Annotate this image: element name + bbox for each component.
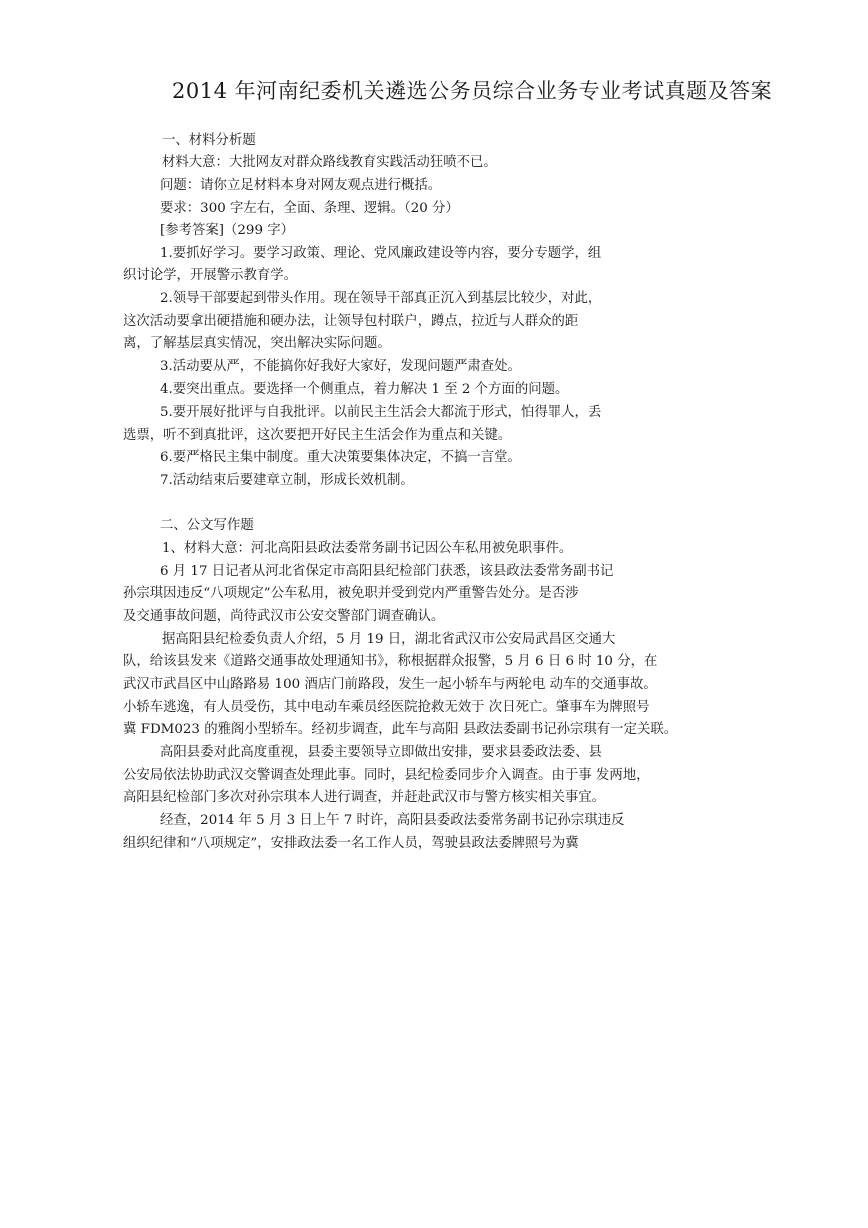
answer-point-1-cont: 织讨论学，开展警示教育学。 [123, 268, 298, 283]
material-paragraph-cont: 冀 FDM023 的雅阁小型轿车。经初步调查，此车与高阳 县政法委副书记孙宗琪有一定关联。 [123, 722, 678, 737]
answer-point-4: 4.要突出重点。要选择一个侧重点，着力解决 1 至 2 个方面的问题。 [160, 382, 569, 397]
answer-point-2: 2.领导干部要起到带头作用。现在领导干部真正沉入到基层比较少，对此， [160, 291, 602, 306]
answer-point-5-cont: 选票，听不到真批评，这次要把开好民主生活会作为重点和关键。 [123, 428, 512, 443]
question-text: 问题：请你立足材料本身对网友观点进行概括。 [160, 178, 442, 193]
material-paragraph-cont: 孙宗琪因违反“八项规定”公车私用，被免职并受到党内严重警告处分。是否涉 [123, 586, 579, 601]
material-paragraph-cont: 武汉市武昌区中山路路易 100 酒店门前路段，发生一起小轿车与两轮电 动车的交通事故。 [123, 677, 657, 692]
answer-point-2-cont: 离，了解基层真实情况，突出解决实际问题。 [123, 336, 391, 351]
material-paragraph-cont: 及交通事故问题，尚待武汉市公安交警部门调查确认。 [123, 609, 445, 624]
material-paragraph: 高阳县委对此高度重视，县委主要领导立即做出安排，要求县委政法委、县 [160, 745, 602, 760]
section-heading-2: 二、公文写作题 [160, 518, 254, 533]
material-summary-2: 1、材料大意：河北高阳县政法委常务副书记因公车私用被免职事件。 [162, 541, 573, 556]
reference-answer-label: [参考答案]（299 字） [160, 223, 294, 238]
material-paragraph-cont: 组织纪律和“八项规定”，安排政法委一名工作人员，驾驶县政法委牌照号为冀 [123, 836, 579, 851]
material-summary-1: 材料大意：大批网友对群众路线教育实践活动狂喷不已。 [162, 155, 497, 170]
answer-point-6: 6.要严格民主集中制度。重大决策要集体决定，不搞一言堂。 [160, 450, 521, 465]
answer-point-7: 7.活动结束后要建章立制，形成长效机制。 [160, 473, 414, 488]
answer-point-5: 5.要开展好批评与自我批评。以前民主生活会大都流于形式，怕得罪人，丢 [160, 405, 602, 420]
section-heading-1: 一、材料分析题 [162, 133, 256, 148]
answer-point-3: 3.活动要从严，不能搞你好我好大家好，发现问题严肃查处。 [160, 359, 521, 374]
material-paragraph-cont: 队，给该县发来《道路交通事故处理通知书》，称根据群众报警，5 月 6 日 6 时 10 分，在 [123, 654, 658, 669]
answer-point-1: 1.要抓好学习。要学习政策、理论、党风廉政建设等内容，要分专题学，组 [160, 246, 602, 261]
material-paragraph-cont: 公安局依法协助武汉交警调查处理此事。同时，县纪检委同步介入调查。由于事 发两地， [123, 768, 650, 783]
material-paragraph: 经查，2014 年 5 月 3 日上午 7 时许，高阳县委政法委常务副书记孙宗琪违反 [160, 813, 625, 828]
material-paragraph: 6 月 17 日记者从河北省保定市高阳县纪检部门获悉，该县政法委常务副书记 [160, 564, 614, 579]
material-paragraph: 据高阳县纪检委负责人介绍，5 月 19 日，湖北省武汉市公安局武昌区交通大 [162, 632, 616, 647]
material-paragraph-cont: 高阳县纪检部门多次对孙宗琪本人进行调查，并赶赴武汉市与警方核实相关事宜。 [123, 790, 606, 805]
document-title: 2014 年河南纪委机关遴选公务员综合业务专业考试真题及答案 [172, 79, 773, 103]
answer-point-2-cont: 这次活动要拿出硬措施和硬办法，让领导包村联户，蹲点，拉近与人群众的距 [123, 314, 579, 329]
requirement-text: 要求：300 字左右，全面、条理、逻辑。（20 分） [160, 201, 459, 216]
material-paragraph-cont: 小轿车逃逸，有人员受伤，其中电动车乘员经医院抢救无效于 次日死亡。肇事车为牌照号 [123, 700, 650, 715]
